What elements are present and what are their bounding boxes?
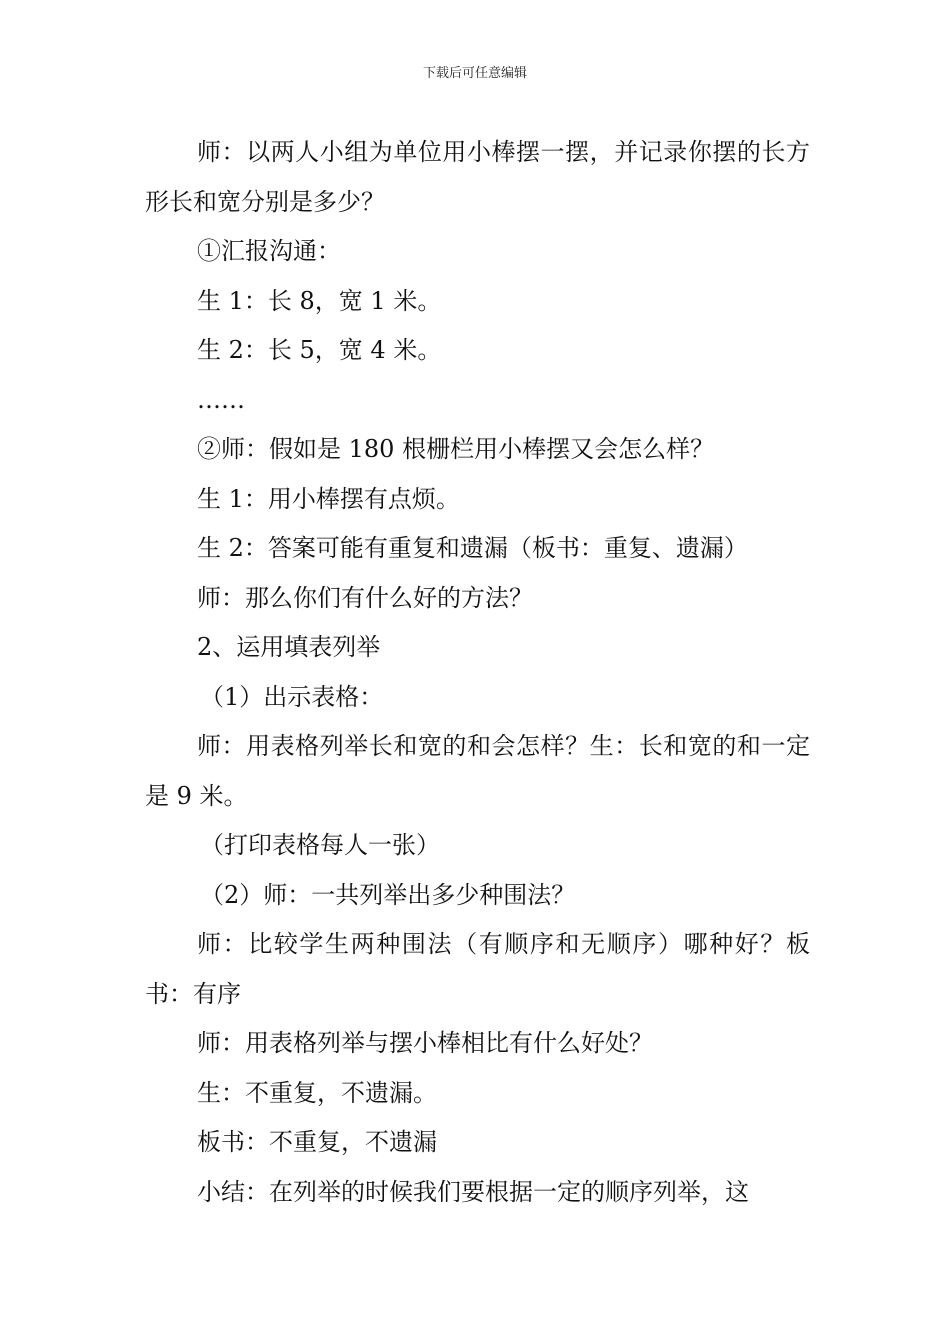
paragraph: 生 2：答案可能有重复和遗漏（板书：重复、遗漏） — [197, 534, 748, 562]
paragraph: 生 1：用小棒摆有点烦。 — [197, 484, 460, 513]
paragraph: 师：用表格列举与摆小棒相比有什么好处？ — [197, 1029, 653, 1057]
paragraph: 师：用表格列举长和宽的和会怎样？生：长和宽的和一定是 9 米。 — [145, 732, 810, 810]
paragraph: 2、运用填表列举 — [197, 633, 381, 661]
paragraph: 生 2：长 5，宽 4 米。 — [197, 336, 442, 364]
paragraph: 师：比较学生两种围法（有顺序和无顺序）哪种好？板书：有序 — [145, 930, 810, 1008]
paragraph: ②师：假如是 180 根栅栏用小棒摆又会怎么样？ — [197, 435, 715, 463]
page-header: 下载后可任意编辑 — [422, 66, 527, 81]
paragraph: 小结：在列举的时候我们要根据一定的顺序列举，这 — [197, 1177, 749, 1206]
paragraph: 生：不重复，不遗漏。 — [197, 1078, 437, 1107]
paragraph: （打印表格每人一张） — [200, 831, 440, 859]
paragraph: 板书：不重复，不遗漏 — [197, 1128, 437, 1156]
paragraph: 师：以两人小组为单位用小棒摆一摆，并记录你摆的长方形长和宽分别是多少？ — [145, 138, 810, 216]
paragraph: （1）出示表格： — [200, 682, 384, 711]
paragraph: （2）师：一共列举出多少种围法？ — [200, 880, 576, 909]
paragraph: …… — [197, 385, 245, 414]
paragraph: 生 1：长 8，宽 1 米。 — [197, 286, 442, 315]
paragraph: 师：那么你们有什么好的方法？ — [197, 583, 533, 612]
paragraph: ①汇报沟通： — [197, 237, 341, 265]
document-body — [145, 128, 810, 1217]
